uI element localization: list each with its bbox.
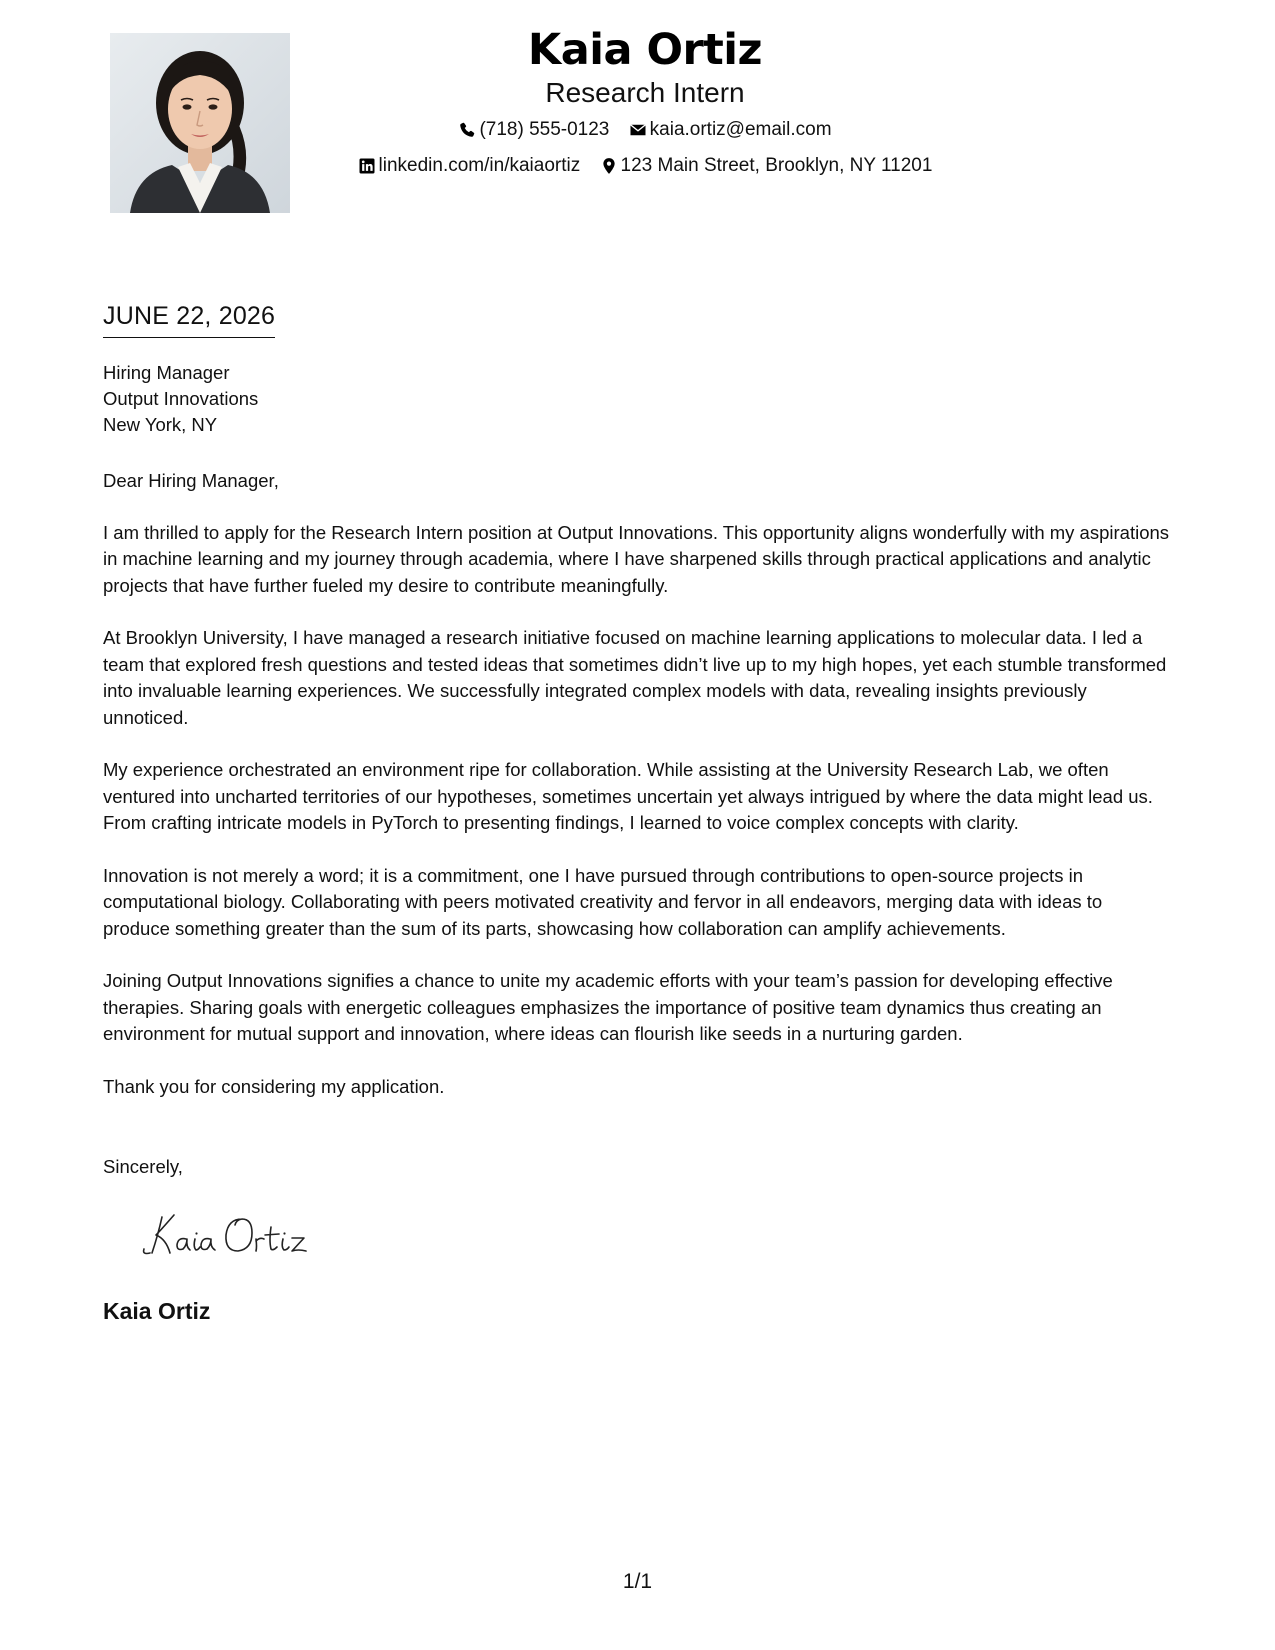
email-address: kaia.ortiz@email.com bbox=[649, 119, 832, 140]
phone-icon bbox=[458, 121, 476, 139]
salutation: Dear Hiring Manager, bbox=[103, 470, 279, 491]
letter-body bbox=[103, 468, 1173, 1126]
street-address: 123 Main Street, Brooklyn, NY 11201 bbox=[620, 155, 933, 176]
linkedin-url: linkedin.com/in/kaiaortiz bbox=[378, 155, 581, 176]
paragraph-5: Joining Output Innovations signifies a chance to unite my academic efforts with your team’s passion for developing effective therapies. Sharing goals with energetic colleagues emphasizes the importance of positive team dynamics thus creating an environment for mutual support and innovation, where ideas can flourish like seeds in a nurturing garden. bbox=[103, 970, 1113, 1044]
envelope-icon bbox=[629, 121, 647, 139]
contact-email[interactable] bbox=[629, 118, 832, 142]
page-number: 1/1 bbox=[622, 1570, 653, 1593]
contact-address bbox=[600, 154, 933, 178]
paragraph-1: I am thrilled to apply for the Research Intern position at Output Innovations. This opportunity aligns wonderfully with my aspirations in machine learning and my journey through academia, where I have sharpened skills through practical applications and analytic projects that have further fueled my desire to contribute meaningfully. bbox=[103, 521, 1170, 596]
paragraph-2: At Brooklyn University, I have managed a research initiative focused on machine learning applications to molecular data. I led a team that explored fresh questions and tested ideas that sometimes didn’t live up to my high hopes, yet each stumble transformed into invaluable learning experiences. We successfully integrated complex models with data, revealing insights previously unnoticed. bbox=[103, 627, 1167, 728]
contact-row-2 bbox=[300, 154, 990, 182]
applicant-title: Research Intern bbox=[545, 77, 745, 108]
profile-photo bbox=[110, 33, 290, 213]
phone-number: (718) 555-0123 bbox=[479, 119, 610, 140]
paragraph-3: My experience orchestrated an environment ripe for collaboration. While assisting at the University Research Lab, we often ventured into uncharted territories of our hypotheses, sometimes uncertain yet always intrigued by where the data might lead us. From crafting intricate models in PyTorch to presenting findings, I learned to voice complex concepts with clarity. bbox=[103, 759, 1153, 833]
map-pin-icon bbox=[600, 157, 618, 175]
contact-row-1 bbox=[300, 118, 990, 146]
linkedin-icon bbox=[358, 157, 376, 175]
recipient-company: Output Innovations bbox=[103, 388, 259, 409]
closing: Sincerely, bbox=[103, 1156, 183, 1177]
handwritten-signature bbox=[140, 1205, 330, 1263]
letter-header bbox=[300, 22, 990, 182]
recipient-block bbox=[103, 360, 258, 438]
letter-date: JUNE 22, 2026 bbox=[103, 300, 275, 338]
contact-phone[interactable] bbox=[458, 118, 609, 142]
contact-linkedin[interactable] bbox=[358, 154, 581, 178]
paragraph-4: Innovation is not merely a word; it is a commitment, one I have pursued through contributions to open-source projects in computational biology. Collaborating with peers motivated creativity and fervor in all endeavors, merging data with ideas to produce something greater than the sum of its parts, showcasing how collaboration can amplify achievements. bbox=[103, 864, 1103, 939]
applicant-name: Kaia Ortiz bbox=[527, 25, 763, 75]
recipient-title: Hiring Manager bbox=[103, 362, 230, 383]
paragraph-6: Thank you for considering my application. bbox=[103, 1075, 445, 1097]
recipient-location: New York, NY bbox=[103, 414, 218, 435]
signature-name: Kaia Ortiz bbox=[103, 1298, 211, 1324]
portrait-photo-icon bbox=[110, 33, 290, 213]
